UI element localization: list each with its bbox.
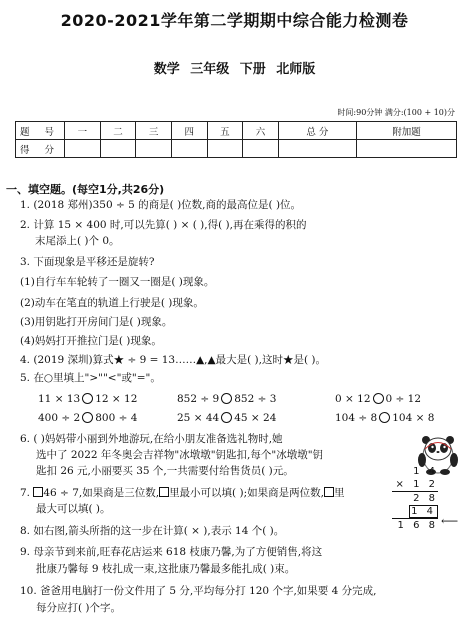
compare-right: 852 ÷ 3 xyxy=(234,393,277,405)
arrow-left-icon: ⟵ xyxy=(441,514,459,528)
compare-left: 852 ÷ 9 xyxy=(177,393,220,405)
boxed-partial-product: 1 4 xyxy=(411,506,436,517)
boxed-partial-row xyxy=(386,505,438,518)
multiplicand: 1 4 xyxy=(413,466,438,477)
question-1: 1. (2018 郑州)350 ÷ 5 的商是( )位数,商的最高位是( )位。 xyxy=(20,199,302,211)
question-7-number: 7. xyxy=(20,487,34,499)
question-7-text-b: 里最小可以填( );如果商是两位数, xyxy=(169,487,324,499)
compare-right: 12 × 12 xyxy=(95,393,138,405)
compare-item xyxy=(335,412,434,425)
partial-product: 2 8 xyxy=(413,493,438,504)
square-blank[interactable] xyxy=(159,487,169,497)
score-cell: 三 xyxy=(136,122,172,140)
compare-left: 11 × 13 xyxy=(38,393,81,405)
question-7 xyxy=(20,487,344,500)
question-5: 5. 在○里填上">""<"或"="。 xyxy=(20,372,161,384)
compare-circle-blank[interactable] xyxy=(221,393,232,404)
question-7-text-c: 里 xyxy=(333,487,345,499)
score-cell: 总 分 xyxy=(278,122,356,140)
score-input-cell[interactable] xyxy=(171,140,207,158)
exam-subtitle: 数学 三年级 下册 北师版 xyxy=(153,62,316,77)
compare-item xyxy=(38,393,137,406)
compare-right: 800 ÷ 4 xyxy=(95,412,138,424)
question-6-line1: 6. ( )妈妈带小丽到外地游玩,在给小朋友准备选礼物时,她 xyxy=(20,433,283,445)
question-3-2: (2)动车在笔直的轨道上行驶是( )现象。 xyxy=(20,297,204,309)
question-9-line2: 批康乃馨每 9 枝扎成一束,这批康乃馨最多能扎成( )束。 xyxy=(36,563,296,575)
question-9-line1: 9. 母亲节到来前,旺春花店运来 618 枝康乃馨,为了方便销售,将这 xyxy=(20,546,323,558)
question-6-line3: 匙扣 26 元,小丽要买 35 个,一共需要付给售货员( )元。 xyxy=(36,465,294,477)
question-3-1: (1)自行车车轮转了一圈又一圈是( )现象。 xyxy=(20,276,215,288)
score-input-cell[interactable] xyxy=(65,140,101,158)
compare-circle-blank[interactable] xyxy=(82,393,93,404)
score-cell: 附加题 xyxy=(356,122,456,140)
score-input-cell[interactable] xyxy=(356,140,456,158)
score-input-cell[interactable] xyxy=(100,140,136,158)
compare-item xyxy=(177,393,276,406)
compare-item xyxy=(38,412,137,425)
score-input-cell[interactable] xyxy=(136,140,172,158)
score-cell: 四 xyxy=(171,122,207,140)
section-title: 一、填空题。(每空1分,共26分) xyxy=(6,183,165,196)
compare-left: 400 ÷ 2 xyxy=(38,412,81,424)
compare-right: 104 × 8 xyxy=(392,412,435,424)
score-cell: 五 xyxy=(207,122,243,140)
compare-circle-blank[interactable] xyxy=(373,393,384,404)
score-table-score-row xyxy=(16,140,457,158)
compare-item xyxy=(335,393,421,406)
score-cell: 二 xyxy=(100,122,136,140)
compare-circle-blank[interactable] xyxy=(379,412,390,423)
compare-left: 25 × 44 xyxy=(177,412,220,424)
question-10-line1: 10. 爸爸用电脑打一份文件用了 5 分,平均每分打 120 个字,如果要 4 分完成, xyxy=(20,585,377,597)
score-cell: 一 xyxy=(65,122,101,140)
question-2-line2: 末尾添上( )个 0。 xyxy=(35,235,120,247)
product: 1 6 8 xyxy=(397,520,438,531)
square-blank[interactable] xyxy=(324,487,334,497)
score-cell: 得 分 xyxy=(16,140,65,158)
exam-meta: 时间:90分钟 满分:(100 + 10)分 xyxy=(337,108,455,117)
question-2-line1: 2. 计算 15 × 400 时,可以先算( ) × ( ),得( ),再在乘得的积的 xyxy=(20,219,307,231)
question-3: 3. 下面现象是平移还是旋转? xyxy=(20,256,155,268)
compare-right: 0 ÷ 12 xyxy=(385,393,422,405)
exam-title: 2020-2021学年第二学期期中综合能力检测卷 xyxy=(60,11,409,30)
question-7-text-a: 46 ÷ 7,如果商是三位数, xyxy=(43,487,160,499)
question-7-line2: 最大可以填( )。 xyxy=(36,503,111,515)
compare-left: 0 × 12 xyxy=(335,393,371,405)
score-cell: 题 号 xyxy=(16,122,65,140)
multiplier: × 1 2 xyxy=(395,479,438,490)
vertical-multiplication xyxy=(386,465,438,532)
score-input-cell[interactable] xyxy=(243,140,279,158)
score-table xyxy=(15,121,457,158)
score-cell: 六 xyxy=(243,122,279,140)
question-10-line2: 每分应打( )个字。 xyxy=(36,602,122,614)
question-3-3: (3)用钥匙打开房间门是( )现象。 xyxy=(20,316,173,328)
compare-left: 104 ÷ 8 xyxy=(335,412,378,424)
question-3-4: (4)妈妈打开推拉门是( )现象。 xyxy=(20,335,162,347)
compare-circle-blank[interactable] xyxy=(221,412,232,423)
compare-right: 45 × 24 xyxy=(234,412,277,424)
compare-item xyxy=(177,412,276,425)
score-input-cell[interactable] xyxy=(207,140,243,158)
question-4: 4. (2019 深圳)算式★ ÷ 9 = 13……▲,▲最大是( ),这时★是( )。 xyxy=(20,354,326,366)
question-6-line2: 选中了 2022 年冬奥会吉祥物"冰墩墩"钥匙扣,每个"冰墩墩"钥 xyxy=(36,449,324,461)
question-8: 8. 如右图,箭头所指的这一步在计算( × ),表示 14 个( )。 xyxy=(20,525,285,537)
score-input-cell[interactable] xyxy=(278,140,356,158)
square-blank[interactable] xyxy=(33,487,43,497)
score-table-header-row xyxy=(16,122,457,140)
compare-circle-blank[interactable] xyxy=(82,412,93,423)
